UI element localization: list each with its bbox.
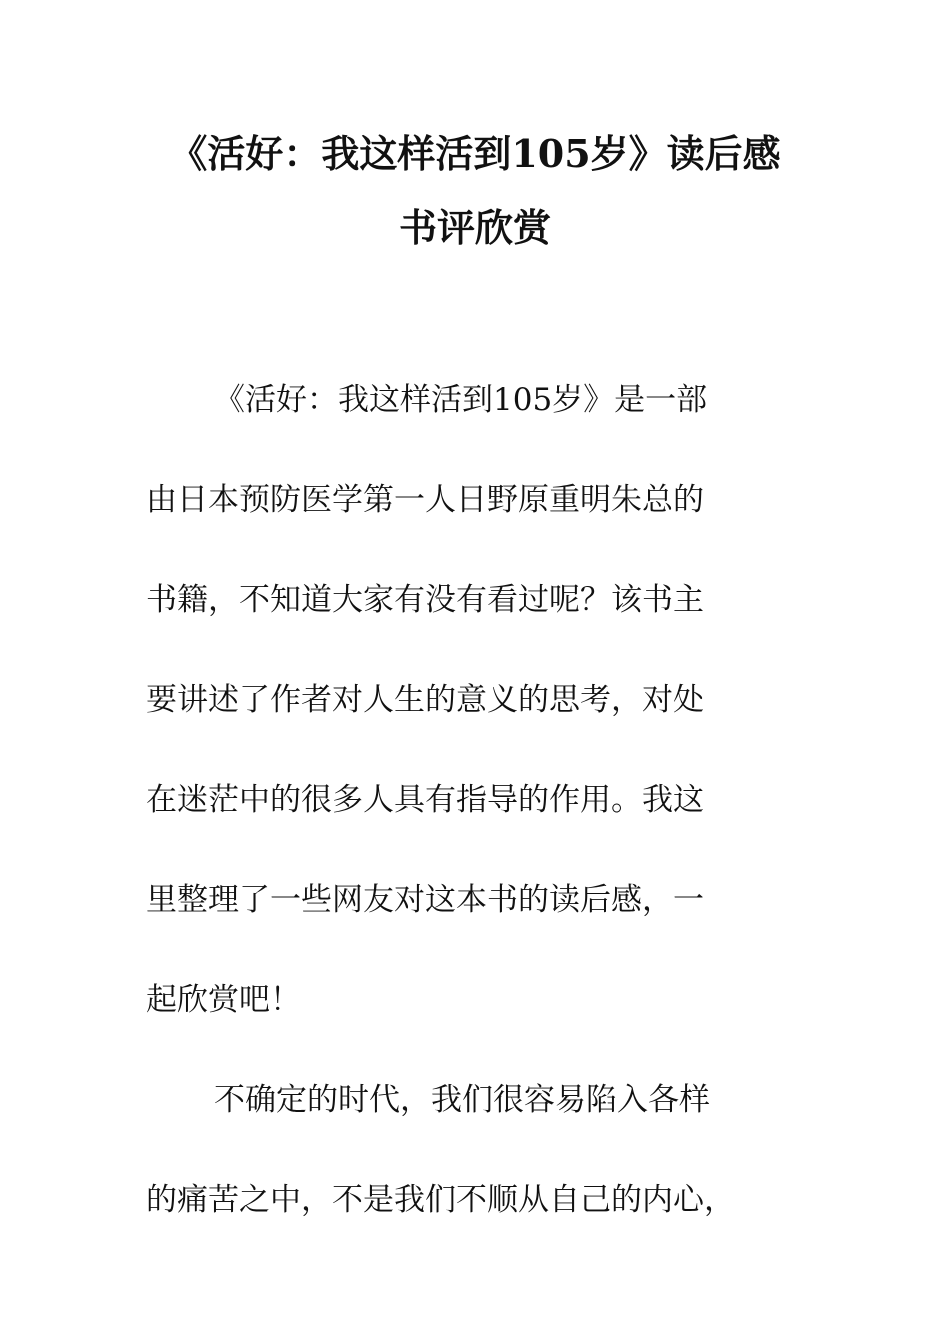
paragraph-line: 在迷茫中的很多人具有指导的作用。我这 bbox=[146, 782, 704, 818]
paragraph-line: 的痛苦之中，不是我们不顺从自己的内心， bbox=[146, 1182, 735, 1218]
paragraph-line: 要讲述了作者对人生的意义的思考，对处 bbox=[146, 682, 704, 718]
paragraph-line: 书籍，不知道大家有没有看过呢？该书主 bbox=[146, 582, 704, 618]
paragraph-line: 由日本预防医学第一人日野原重明朱总的 bbox=[146, 482, 704, 518]
paragraph-line: 里整理了一些网友对这本书的读后感，一 bbox=[146, 882, 704, 918]
document-title-line-1: 《活好：我这样活到105岁》读后感 bbox=[169, 131, 781, 176]
paragraph-line: 《活好：我这样活到105岁》是一部 bbox=[214, 382, 708, 418]
paragraph-line: 不确定的时代，我们很容易陷入各样 bbox=[214, 1082, 710, 1118]
paragraph-line: 起欣赏吧！ bbox=[146, 982, 301, 1018]
document-title-line-2: 书评欣赏 bbox=[398, 205, 551, 250]
